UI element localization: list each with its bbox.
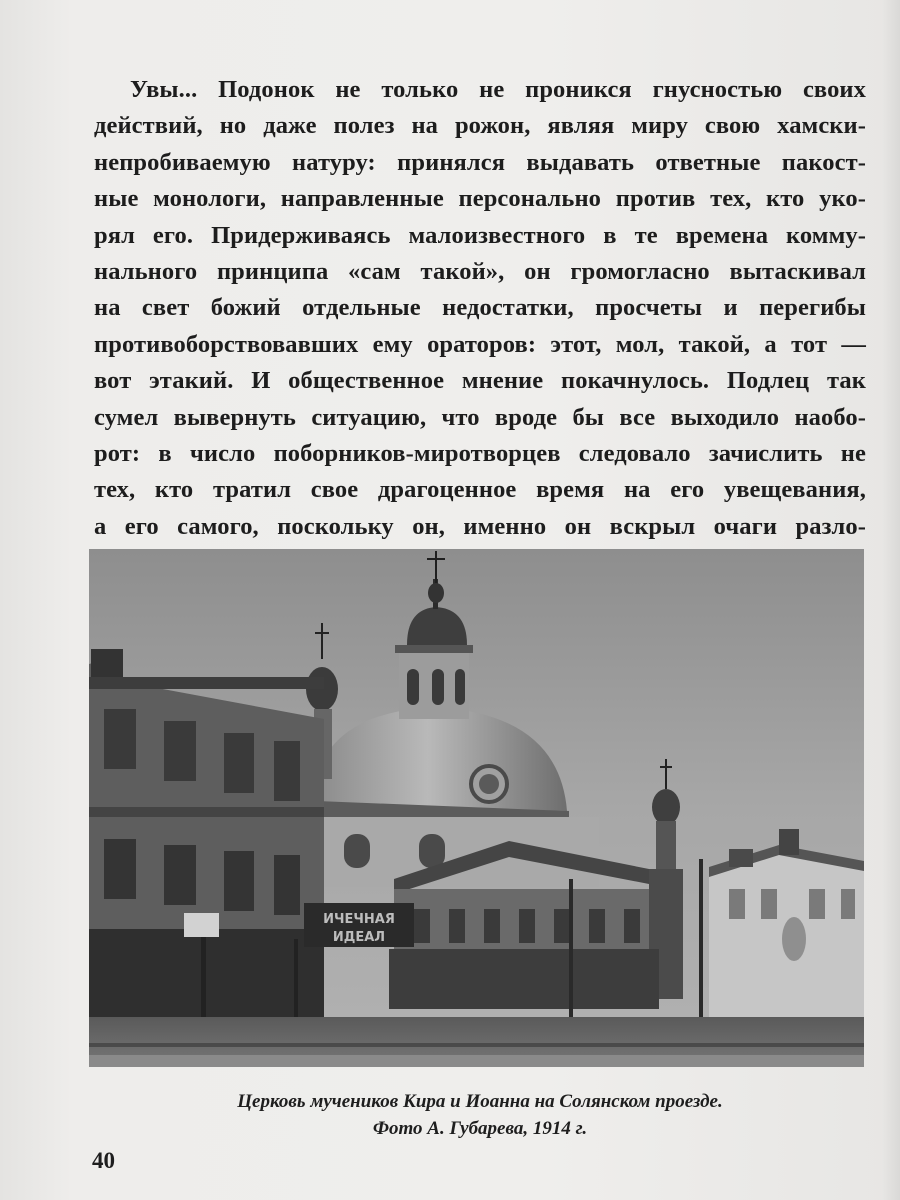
caption-line-2: Фото А. Губарева, 1914 г. xyxy=(372,1118,588,1139)
text-line: вот этакий. И общественное мнение покачнулось. Подлец так xyxy=(94,367,866,395)
body-text xyxy=(94,72,866,545)
text-line: рял его. Придерживаясь малоизвестного в те времена комму- xyxy=(94,221,866,249)
text-line: сумел вывернуть ситуацию, что вроде бы все выходило наобо- xyxy=(94,403,866,431)
church-photograph xyxy=(89,549,864,1067)
text-line: противоборствовавших ему ораторов: этот, мол, такой, а тот — xyxy=(94,330,866,358)
shop-sign xyxy=(304,903,414,947)
text-line: на свет божий отдельные недостатки, просчеты и перегибы xyxy=(94,294,866,322)
caption-line-1: Церковь мучеников Кира и Иоанна на Солянском проезде. xyxy=(237,1091,723,1112)
text-line: Увы... Подонок не только не проникся гнусностью своих xyxy=(130,76,866,103)
text-line: рот: в число поборников-миротворцев следовало зачислить не xyxy=(94,440,866,468)
page-number: 40 xyxy=(92,1148,115,1173)
text-line: непробиваемую натуру: принялся выдавать ответные пакост- xyxy=(94,148,866,176)
text-line: ные монологи, направленные персонально против тех, кто уко- xyxy=(94,185,866,213)
shop-sign-text-1: ИЧЕЧНАЯ xyxy=(323,912,395,927)
text-line: действий, но даже полез на рожон, являя миру свою хамски- xyxy=(94,112,866,140)
text-line: нального принципа «сам такой», он громогласно вытаскивал xyxy=(94,258,866,286)
text-line: тех, кто тратил свое драгоценное время на его увещевания, xyxy=(94,476,866,504)
photo-caption xyxy=(94,1088,866,1142)
text-line: а его самого, поскольку он, именно он вскрыл очаги разло- xyxy=(94,512,866,540)
shop-sign-text-2: ИДЕАЛ xyxy=(332,930,386,945)
page-edge-shadow xyxy=(882,0,900,1200)
right-building xyxy=(709,829,864,1019)
